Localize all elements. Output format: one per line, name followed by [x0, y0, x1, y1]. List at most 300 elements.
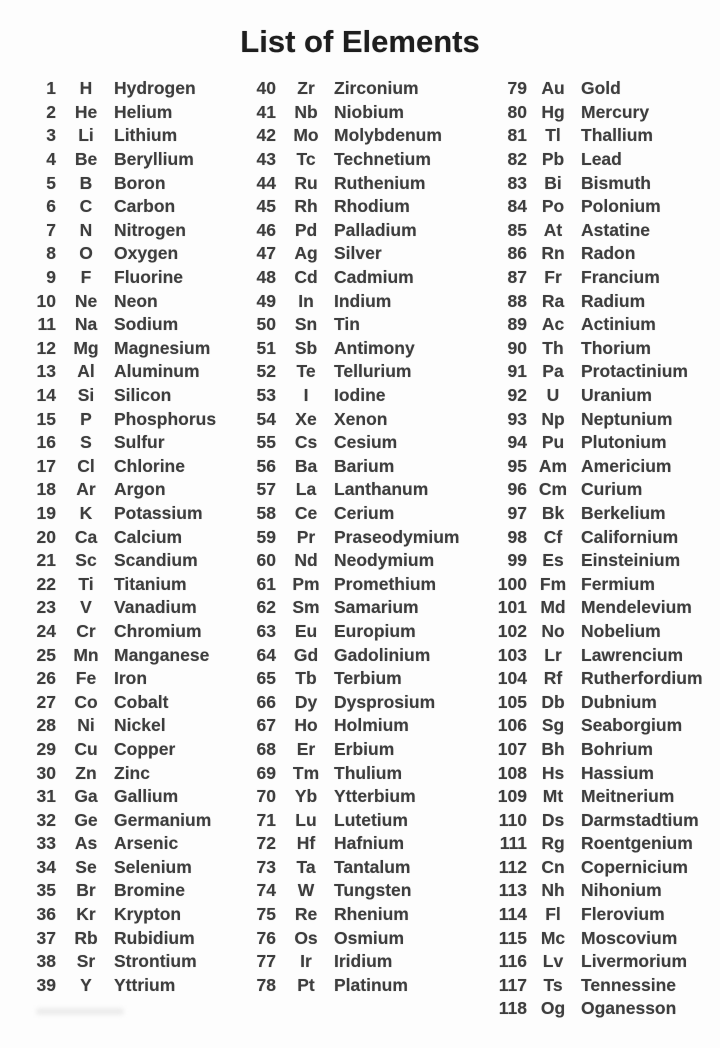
element-name: Polonium: [581, 196, 661, 217]
element-name: Actinium: [581, 314, 656, 335]
element-number: 82: [507, 149, 527, 170]
element-number: 1: [46, 78, 56, 99]
element-number: 30: [36, 762, 56, 783]
element-symbol: Sb: [294, 337, 318, 358]
element-row: [22, 195, 237, 219]
element-row: [22, 337, 237, 361]
element-row: [242, 620, 472, 644]
element-number: 111: [499, 833, 527, 854]
element-row: [22, 525, 237, 549]
element-name: Radium: [581, 290, 646, 311]
element-name: Boron: [114, 172, 166, 193]
element-name: Promethium: [334, 573, 437, 594]
element-row: [242, 856, 472, 880]
element-number: 19: [36, 502, 56, 523]
element-name: Sodium: [114, 314, 179, 335]
element-row: [22, 77, 237, 101]
element-name: Flerovium: [581, 904, 665, 925]
element-symbol: Hs: [541, 762, 565, 783]
element-number: 23: [36, 597, 56, 618]
element-name: Dubnium: [581, 691, 657, 712]
element-name: Bohrium: [581, 738, 653, 759]
element-name: Potassium: [114, 502, 203, 523]
element-name: Samarium: [334, 597, 419, 618]
element-number: 43: [256, 149, 276, 170]
element-row: [242, 926, 472, 950]
element-name: Europium: [334, 620, 416, 641]
element-symbol: Ba: [294, 455, 318, 476]
element-name: Cobalt: [114, 691, 169, 712]
element-name: Scandium: [114, 550, 198, 571]
element-name: Lead: [581, 149, 622, 170]
element-name: Roentgenium: [581, 833, 693, 854]
element-symbol: Ra: [541, 290, 565, 311]
element-row: [22, 856, 237, 880]
element-row: [22, 832, 237, 856]
elements-column-1: [22, 77, 237, 997]
element-name: Neptunium: [581, 408, 673, 429]
element-number: 80: [507, 101, 527, 122]
element-name: Bromine: [114, 880, 185, 901]
element-symbol: Pr: [296, 526, 316, 547]
element-name: Hydrogen: [114, 78, 196, 99]
element-name: Molybdenum: [334, 125, 442, 146]
element-name: Moscovium: [581, 927, 678, 948]
element-row: [22, 360, 237, 384]
element-row: [22, 101, 237, 125]
element-symbol: Zr: [297, 78, 315, 99]
element-number: 59: [256, 526, 276, 547]
element-name: Platinum: [334, 974, 408, 995]
element-name: Ruthenium: [334, 172, 426, 193]
watermark-smudge: [36, 1008, 124, 1015]
element-symbol: Tc: [296, 149, 316, 170]
element-symbol: Mt: [542, 786, 564, 807]
element-row: [22, 219, 237, 243]
element-row: [487, 785, 717, 809]
element-symbol: Am: [538, 455, 568, 476]
element-number: 16: [36, 432, 56, 453]
element-symbol: Rg: [541, 833, 565, 854]
element-symbol: Gd: [293, 644, 319, 665]
element-name: Iron: [114, 668, 148, 689]
element-number: 54: [256, 408, 276, 429]
element-number: 113: [498, 880, 527, 901]
element-row: [487, 455, 717, 479]
element-row: [487, 525, 717, 549]
element-symbol: Ni: [77, 715, 95, 736]
element-row: [242, 832, 472, 856]
element-number: 93: [507, 408, 527, 429]
element-number: 46: [256, 219, 276, 240]
element-number: 73: [256, 856, 276, 877]
element-row: [22, 808, 237, 832]
element-name: Manganese: [114, 644, 210, 665]
element-number: 85: [507, 219, 527, 240]
element-row: [487, 997, 717, 1021]
element-name: Nihonium: [581, 880, 662, 901]
element-name: Thallium: [581, 125, 653, 146]
element-row: [242, 384, 472, 408]
element-row: [22, 643, 237, 667]
element-symbol: He: [74, 101, 98, 122]
element-number: 98: [507, 526, 527, 547]
element-symbol: Cd: [294, 267, 318, 288]
element-name: Curium: [581, 479, 643, 500]
element-symbol: Ho: [294, 715, 318, 736]
element-row: [487, 572, 717, 596]
element-symbol: Er: [296, 738, 316, 759]
element-name: Mendelevium: [581, 597, 692, 618]
element-row: [242, 785, 472, 809]
element-row: [487, 478, 717, 502]
element-symbol: Fm: [539, 573, 567, 594]
element-symbol: Li: [78, 125, 94, 146]
element-row: [487, 761, 717, 785]
element-symbol: Al: [77, 361, 95, 382]
element-name: Copper: [114, 738, 176, 759]
element-symbol: Ds: [541, 809, 565, 830]
element-name: Mercury: [581, 101, 650, 122]
element-name: Strontium: [114, 951, 197, 972]
element-symbol: Nb: [294, 101, 318, 122]
element-name: Chlorine: [114, 455, 185, 476]
element-name: Gold: [581, 78, 621, 99]
element-symbol: Np: [541, 408, 565, 429]
element-symbol: C: [79, 196, 93, 217]
element-name: Nobelium: [581, 620, 661, 641]
element-name: Seaborgium: [581, 715, 683, 736]
element-number: 2: [46, 101, 56, 122]
element-row: [487, 690, 717, 714]
element-symbol: Po: [541, 196, 565, 217]
element-row: [242, 761, 472, 785]
element-symbol: Lv: [542, 951, 564, 972]
element-name: Calcium: [114, 526, 183, 547]
element-symbol: Sn: [294, 314, 318, 335]
element-row: [22, 242, 237, 266]
element-row: [487, 384, 717, 408]
page-title: List of Elements: [240, 24, 480, 59]
element-number: 57: [256, 479, 276, 500]
element-row: [22, 407, 237, 431]
element-row: [487, 808, 717, 832]
element-name: Zirconium: [334, 78, 419, 99]
element-row: [22, 667, 237, 691]
element-name: Beryllium: [114, 149, 194, 170]
element-name: Silicon: [114, 385, 172, 406]
element-row: [242, 525, 472, 549]
elements-column-3: [487, 77, 717, 1021]
element-symbol: Fr: [544, 267, 562, 288]
element-row: [22, 313, 237, 337]
element-number: 114: [498, 904, 527, 925]
element-name: Tellurium: [334, 361, 412, 382]
element-row: [487, 714, 717, 738]
element-symbol: Cs: [294, 432, 318, 453]
element-name: Hafnium: [334, 833, 404, 854]
element-symbol: Tm: [292, 762, 320, 783]
element-symbol: Hf: [296, 833, 316, 854]
element-number: 5: [46, 172, 56, 193]
element-row: [22, 549, 237, 573]
element-row: [242, 738, 472, 762]
element-name: Oxygen: [114, 243, 179, 264]
element-number: 61: [256, 573, 276, 594]
element-symbol: Cu: [74, 738, 98, 759]
element-number: 117: [498, 974, 527, 995]
element-number: 106: [497, 715, 527, 736]
element-symbol: Pm: [292, 573, 320, 594]
element-row: [487, 926, 717, 950]
element-symbol: O: [79, 243, 93, 264]
element-row: [22, 620, 237, 644]
element-row: [242, 407, 472, 431]
element-name: Ytterbium: [334, 786, 416, 807]
element-name: Erbium: [334, 738, 395, 759]
element-name: Yttrium: [114, 974, 176, 995]
element-number: 102: [497, 620, 527, 641]
element-row: [22, 950, 237, 974]
element-number: 108: [497, 762, 527, 783]
element-number: 36: [36, 904, 56, 925]
element-number: 32: [36, 809, 56, 830]
element-number: 70: [256, 786, 276, 807]
element-name: Arsenic: [114, 833, 179, 854]
element-name: Bismuth: [581, 172, 651, 193]
element-number: 44: [256, 172, 276, 193]
element-symbol: Ge: [74, 809, 98, 830]
element-row: [22, 596, 237, 620]
element-name: Uranium: [581, 385, 652, 406]
element-number: 68: [256, 738, 276, 759]
element-number: 89: [507, 314, 527, 335]
element-symbol: Yb: [294, 786, 318, 807]
element-number: 65: [256, 668, 276, 689]
element-symbol: At: [543, 219, 563, 240]
element-number: 60: [256, 550, 276, 571]
element-name: Cadmium: [334, 267, 414, 288]
element-symbol: Ga: [74, 786, 98, 807]
element-name: Palladium: [334, 219, 417, 240]
element-number: 4: [46, 149, 56, 170]
element-number: 40: [256, 78, 276, 99]
element-symbol: Ta: [296, 856, 316, 877]
element-symbol: Rh: [294, 196, 318, 217]
element-number: 79: [507, 78, 527, 99]
element-number: 10: [36, 290, 56, 311]
element-symbol: Y: [80, 974, 92, 995]
element-number: 15: [36, 408, 56, 429]
element-number: 92: [507, 385, 527, 406]
element-symbol: Dy: [294, 691, 318, 712]
element-name: Aluminum: [114, 361, 200, 382]
element-name: Tin: [334, 314, 360, 335]
element-number: 25: [36, 644, 56, 665]
element-number: 56: [256, 455, 276, 476]
element-row: [487, 974, 717, 998]
element-symbol: Ti: [78, 573, 94, 594]
element-symbol: Rf: [543, 668, 563, 689]
element-name: Xenon: [334, 408, 388, 429]
element-symbol: Si: [77, 385, 95, 406]
element-row: [242, 219, 472, 243]
element-number: 66: [256, 691, 276, 712]
element-symbol: Co: [74, 691, 98, 712]
element-number: 97: [507, 502, 527, 523]
element-number: 8: [46, 243, 56, 264]
element-number: 22: [36, 573, 56, 594]
element-number: 21: [36, 550, 56, 571]
element-number: 48: [256, 267, 276, 288]
element-name: Lithium: [114, 125, 178, 146]
element-number: 18: [36, 479, 56, 500]
element-symbol: Th: [542, 337, 564, 358]
element-row: [487, 879, 717, 903]
element-name: Iridium: [334, 951, 393, 972]
element-symbol: Ar: [76, 479, 96, 500]
element-number: 31: [36, 786, 56, 807]
element-name: Iodine: [334, 385, 386, 406]
element-row: [22, 431, 237, 455]
element-row: [22, 124, 237, 148]
element-name: Copernicium: [581, 856, 688, 877]
element-name: Californium: [581, 526, 679, 547]
element-row: [242, 148, 472, 172]
element-name: Lawrencium: [581, 644, 684, 665]
element-row: [242, 101, 472, 125]
element-row: [487, 643, 717, 667]
element-symbol: U: [546, 385, 560, 406]
element-symbol: Cn: [541, 856, 565, 877]
element-name: Zinc: [114, 762, 150, 783]
element-number: 91: [507, 361, 527, 382]
element-number: 49: [256, 290, 276, 311]
element-name: Cerium: [334, 502, 395, 523]
element-number: 52: [256, 361, 276, 382]
element-symbol: Mn: [73, 644, 99, 665]
element-number: 87: [507, 267, 527, 288]
element-name: Protactinium: [581, 361, 688, 382]
element-number: 41: [256, 101, 276, 122]
element-number: 12: [36, 337, 56, 358]
element-row: [242, 431, 472, 455]
element-number: 17: [36, 455, 56, 476]
element-name: Lutetium: [334, 809, 408, 830]
element-symbol: As: [74, 833, 98, 854]
element-row: [242, 690, 472, 714]
element-name: Hassium: [581, 762, 654, 783]
element-row: [242, 974, 472, 998]
element-symbol: P: [80, 408, 92, 429]
element-symbol: Mg: [73, 337, 99, 358]
element-symbol: Ac: [541, 314, 565, 335]
element-symbol: Cf: [543, 526, 563, 547]
element-symbol: La: [295, 479, 317, 500]
element-number: 34: [36, 856, 56, 877]
element-row: [242, 195, 472, 219]
element-symbol: Tb: [295, 668, 317, 689]
element-number: 101: [497, 597, 527, 618]
element-number: 69: [256, 762, 276, 783]
element-name: Livermorium: [581, 951, 687, 972]
element-name: Nitrogen: [114, 219, 186, 240]
element-row: [22, 761, 237, 785]
element-row: [242, 313, 472, 337]
element-row: [242, 77, 472, 101]
element-row: [487, 195, 717, 219]
element-symbol: Br: [76, 880, 96, 901]
element-number: 42: [256, 125, 276, 146]
element-name: Neodymium: [334, 550, 435, 571]
element-row: [242, 950, 472, 974]
element-symbol: Sc: [75, 550, 97, 571]
element-row: [22, 738, 237, 762]
element-row: [242, 289, 472, 313]
element-row: [242, 124, 472, 148]
element-symbol: Os: [294, 927, 318, 948]
element-name: Rhodium: [334, 196, 410, 217]
element-number: 84: [507, 196, 527, 217]
element-symbol: Sm: [292, 597, 320, 618]
element-symbol: K: [79, 502, 93, 523]
element-name: Gallium: [114, 786, 179, 807]
element-name: Rubidium: [114, 927, 195, 948]
element-name: Argon: [114, 479, 166, 500]
element-symbol: Fe: [75, 668, 97, 689]
element-row: [22, 171, 237, 195]
element-number: 100: [497, 573, 527, 594]
element-symbol: Bk: [541, 502, 565, 523]
element-name: Rhenium: [334, 904, 409, 925]
element-symbol: Cr: [76, 620, 96, 641]
element-number: 35: [36, 880, 56, 901]
element-row: [487, 431, 717, 455]
element-symbol: Pa: [542, 361, 564, 382]
element-row: [487, 242, 717, 266]
elements-column-2: [242, 77, 472, 997]
element-number: 95: [507, 455, 527, 476]
element-row: [242, 643, 472, 667]
element-row: [487, 620, 717, 644]
element-row: [242, 572, 472, 596]
element-row: [242, 903, 472, 927]
element-symbol: Db: [541, 691, 565, 712]
element-name: Lanthanum: [334, 479, 429, 500]
element-name: Francium: [581, 267, 660, 288]
element-number: 75: [256, 904, 276, 925]
element-name: Praseodymium: [334, 526, 460, 547]
element-row: [487, 101, 717, 125]
element-row: [487, 549, 717, 573]
element-symbol: Au: [541, 78, 565, 99]
element-symbol: Es: [542, 550, 564, 571]
element-row: [487, 219, 717, 243]
element-row: [487, 266, 717, 290]
element-symbol: I: [303, 385, 309, 406]
element-number: 90: [507, 337, 527, 358]
element-name: Sulfur: [114, 432, 165, 453]
element-symbol: H: [79, 78, 93, 99]
element-row: [487, 77, 717, 101]
element-symbol: Re: [294, 904, 318, 925]
element-symbol: Tl: [545, 125, 561, 146]
element-row: [242, 360, 472, 384]
element-number: 88: [507, 290, 527, 311]
element-number: 3: [46, 125, 56, 146]
element-row: [22, 502, 237, 526]
element-name: Einsteinium: [581, 550, 681, 571]
